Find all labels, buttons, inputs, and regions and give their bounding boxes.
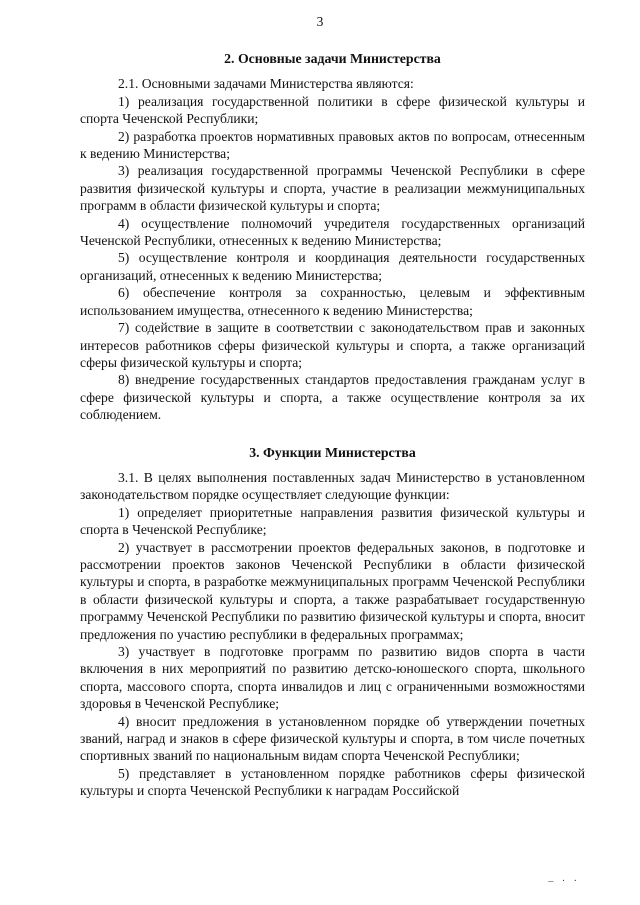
section-2-title: 2. Основные задачи Министерства xyxy=(224,51,441,66)
section-2-body xyxy=(80,75,585,423)
paragraph: 2) участвует в рассмотрении проектов федеральных законов, в подготовке и рассмотрении проектов законов Чеченской Республики в области физической культуры и спорта, в разработке межмуниципальных программ Чеченской Республики в области физической культуры и спорта, а также разрабатывает государственную программу Чеченской Республики по развитию физической культуры и спорта, вносит предложения по участию республики в федеральных программах; xyxy=(80,539,585,642)
page-number: 3 xyxy=(316,14,324,29)
paragraph: 1) определяет приоритетные направления развития физической культуры и спорта в Чеченской Республике; xyxy=(80,504,585,538)
document-body xyxy=(80,50,585,800)
section-3-body xyxy=(80,469,585,800)
paragraph: 2.1. Основными задачами Министерства являются: xyxy=(118,76,414,92)
paragraph: 8) внедрение государственных стандартов предоставления гражданам услуг в сфере физической культуры и спорта, а также осуществление контроля за их соблюдением. xyxy=(80,372,585,423)
paragraph: 7) содействие в защите в соответствии с законодательством прав и законных интересов работников сферы физической культуры и спорта, а также организаций сферы физической культуры и спорта; xyxy=(80,320,585,370)
scan-mark: – · · xyxy=(548,876,580,887)
paragraph: 4) осуществление полномочий учредителя государственных организаций Чеченской Республики, отнесенных к ведению Министерства; xyxy=(80,215,585,249)
paragraph: 4) вносит предложения в установленном порядке об утверждении почетных званий, наград и знаков в сфере физической культуры и спорта, в том числе почетных спортивных званий по национальным видам спорта Чеченской Республики; xyxy=(80,713,585,764)
paragraph: 5) представляет в установленном порядке работников сферы физической культуры и спорта Чеченской Республики к наградам Российской xyxy=(80,765,585,799)
section-3-title: 3. Функции Министерства xyxy=(249,444,416,460)
paragraph: 2) разработка проектов нормативных правовых актов по вопросам, отнесенным к ведению Министерства; xyxy=(80,128,585,162)
paragraph: 3) реализация государственной программы Чеченской Республики в сфере развития физической культуры и спорта, участие в реализации межмуниципальных программ в области физической культуры и спорта; xyxy=(80,163,585,214)
paragraph: 1) реализация государственной политики в сфере физической культуры и спорта Чеченской Республики; xyxy=(80,93,585,127)
paragraph: 3) участвует в подготовке программ по развитию видов спорта в части включения в них мероприятий по развитию детско-юношеского спорта, школьного спорта, массового спорта, спорта инвалидов и лиц с ограниченными возможностями здоровья в Чеченской Республике; xyxy=(80,644,585,712)
paragraph: 5) осуществление контроля и координация деятельности государственных организаций, отнесенных к ведению Министерства; xyxy=(80,250,585,283)
paragraph: 6) обеспечение контроля за сохранностью, целевым и эффективным использованием имущества, отнесенного к ведению Министерства; xyxy=(80,285,585,318)
paragraph: 3.1. В целях выполнения поставленных задач Министерство в установленном законодательством порядке осуществляет следующие функции: xyxy=(80,469,585,503)
